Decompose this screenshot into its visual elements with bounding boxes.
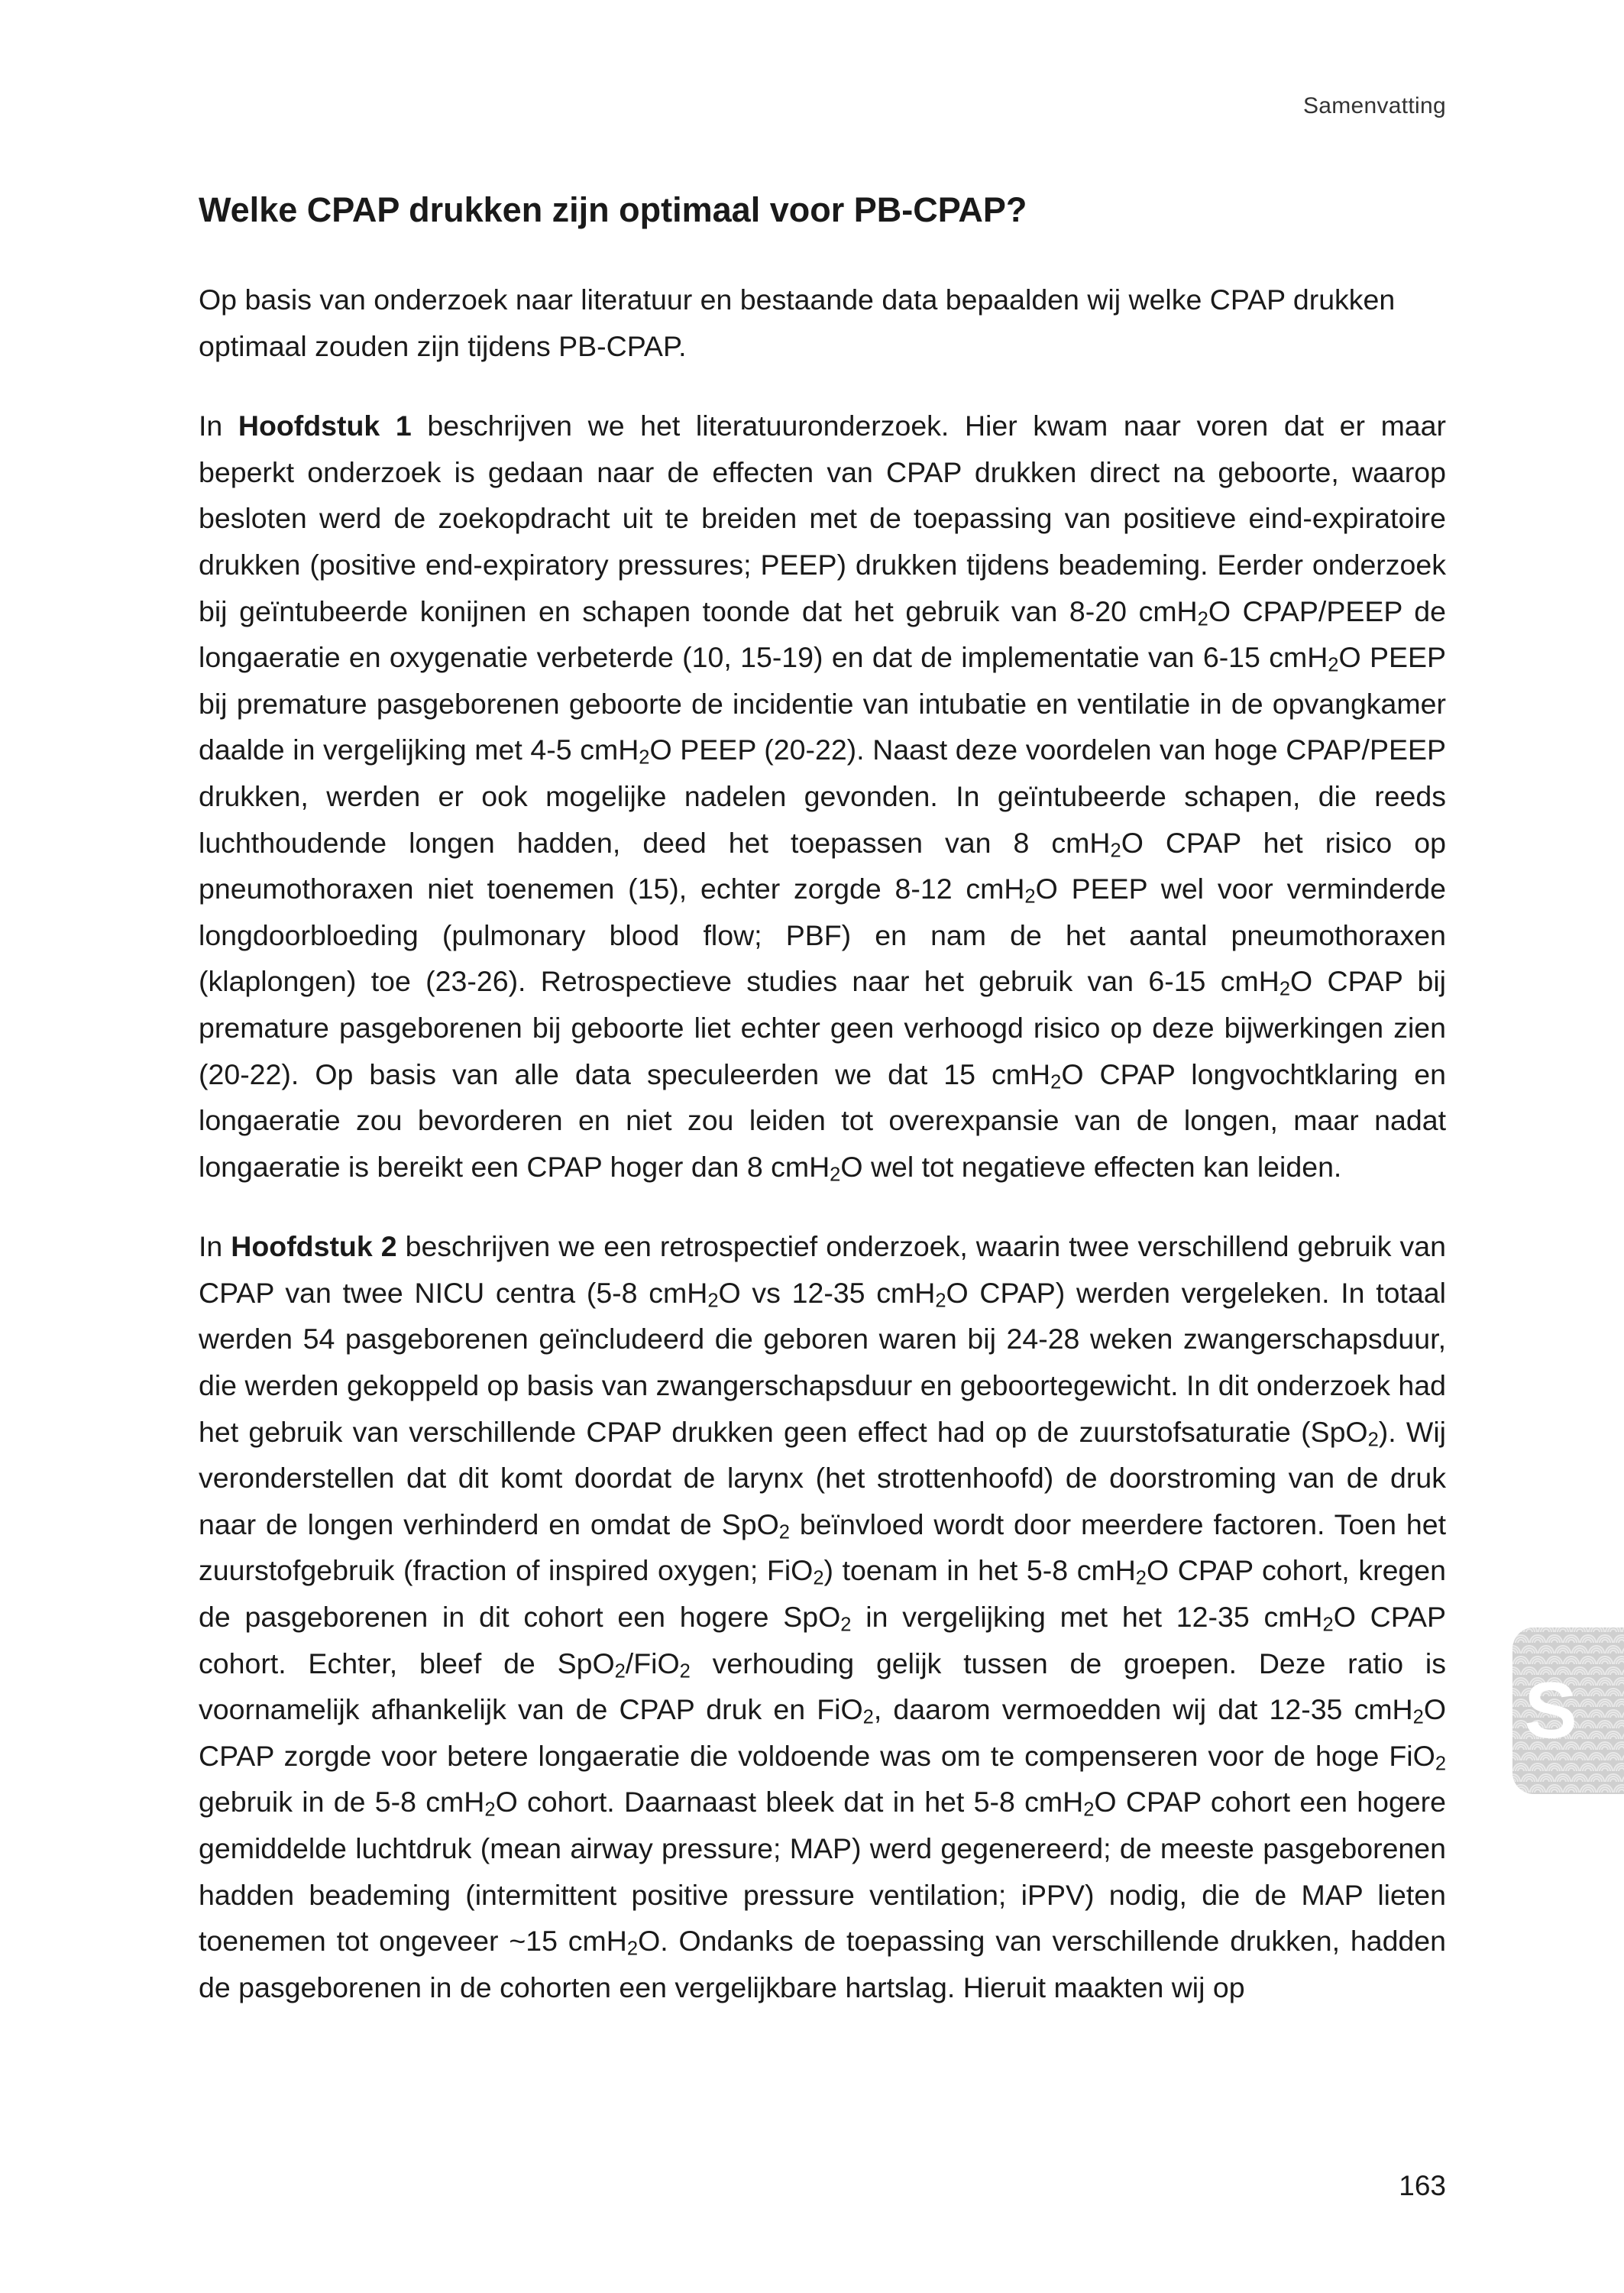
text-run: O CPAP) werden vergeleken. In totaal werden 54 pasgeborenen geïncludeerd die geboren waren bij 24-28 weken zwangerschapsduur, die werden gekoppeld op basis van zwangerschapsduur en geboortegewicht. In dit onderzoek had het gebruik van verschillende CPAP drukken geen effect had op de zuurstofsaturatie (SpO	[199, 1276, 1446, 1448]
wave-arc	[1593, 1672, 1600, 1675]
paragraph-chapter-2	[199, 1223, 1446, 2010]
text-run: ). Wij veronderstellen dat dit komt doordat de larynx (het strottenhoofd) de doorstroming van de druk naar de longen verhinderd en omdat de SpO	[199, 1415, 1446, 1540]
text-run: O PEEP (20-22). Naast deze voordelen van hoge CPAP/PEEP drukken, werden er ook mogelijke nadelen gevonden. In geïntubeerde schapen, die reeds luchthoudende longen hadden, deed het toepassen van 8 cmH	[199, 734, 1446, 859]
subscript: 2	[626, 1938, 639, 1960]
page-number: 163	[1399, 2170, 1446, 2201]
subscript: 2	[935, 1290, 946, 1312]
text-run: O CPAP longvochtklaring en longaeratie zou bevorderen en niet zou leiden tot overexpansie van de longen, maar nadat longaeratie is bereikt een CPAP hoger dan 8 cmH	[199, 1057, 1446, 1183]
text-run: , daarom vermoedden wij dat 12-35 cmH	[873, 1693, 1413, 1726]
subscript: 2	[778, 1521, 790, 1543]
wave-arc	[1602, 1683, 1608, 1686]
wave-arc	[1602, 1661, 1608, 1664]
text-run: O CPAP cohort een hogere gemiddelde luchtdruk (mean airway pressure; MAP) werd gegenereerd; de meeste pasgeborenen hadden beademing (intermittent positive pressure ventilation; iPPV) nodig, die de MAP lieten toenemen tot ongeveer ~15 cmH	[199, 1786, 1447, 1958]
wave-arc	[1619, 1683, 1624, 1686]
text-run: ) toenam in het 5-8 cmH	[823, 1554, 1136, 1587]
text-run: O CPAP het risico op pneumothoraxen niet toenemen (15), echter zorgde 8-12 cmH	[199, 826, 1446, 905]
wave-arc	[1619, 1640, 1624, 1643]
text-run: O CPAP/PEEP de longaeratie en oxygenatie verbeterde (10, 15-19) en dat de implementatie van 6-15 cmH	[199, 594, 1446, 674]
text-run: O. Ondanks de toepassing van verschillende drukken, hadden de pasgeborenen in de cohorten een vergelijkbare hartslag. Hieruit maakten wij op	[199, 1925, 1446, 2003]
wave-arc	[1602, 1747, 1608, 1750]
text-run: verhouding gelijk tussen de groepen. Deze ratio is voornamelijk afhankelijk van de CPAP druk en FiO	[199, 1647, 1446, 1726]
subscript: 2	[1197, 608, 1208, 630]
text-run: In	[199, 410, 238, 442]
wave-arc	[1602, 1704, 1608, 1707]
text-run: O CPAP cohort, kregen de pasgeborenen in dit cohort een hogere SpO	[199, 1554, 1446, 1634]
wave-arc	[1610, 1629, 1616, 1632]
text-run: beschrijven we een retrospectief onderzoek, waarin twee verschillend gebruik van CPAP van twee NICU centra (5-8 cmH	[199, 1230, 1446, 1309]
text-run: O CPAP bij premature pasgeborenen bij geboorte liet echter geen verhoogd risico op deze bijwerkingen zien (20-22). Op basis van alle data speculeerden we dat 15 cmH	[199, 965, 1447, 1090]
subscript: 2	[1435, 1753, 1446, 1775]
subscript: 2	[484, 1799, 496, 1822]
subscript: 2	[862, 1706, 874, 1728]
wave-arc	[1593, 1650, 1600, 1653]
chapter-reference: Hoofdstuk 1	[238, 410, 412, 442]
running-header: Samenvatting	[1302, 93, 1446, 118]
wave-arc	[1619, 1789, 1624, 1793]
wave-arc	[1610, 1779, 1616, 1782]
text-run: beschrijven we het literatuuronderzoek. Hier kwam naar voren dat er maar beperkt onderzoek is gedaan naar de effecten van CPAP drukken direct na geboorte, waarop besloten werd de zoekopdracht uit te breiden met de toepassing van positieve eind-expiratoire drukken (positive end-expiratory pressures; PEEP) drukken tijdens beademing. Eerder onderzoek bij geïntubeerde konijnen en schapen toonde dat het gebruik van 8-20 cmH	[199, 410, 1447, 627]
subscript: 2	[614, 1660, 626, 1683]
paragraph-chapter-1	[199, 403, 1446, 1190]
subscript: 2	[1328, 654, 1339, 676]
subscript: 2	[1110, 840, 1121, 862]
text-run: O CPAP zorgde voor betere longaeratie die voldoende was om te compenseren voor de hoge FiO	[199, 1693, 1446, 1772]
text-run: O CPAP cohort. Echter, bleef de SpO	[199, 1601, 1446, 1679]
text-run: O vs 12-35 cmH	[718, 1276, 936, 1309]
wave-arc	[1619, 1768, 1624, 1771]
text-run: in vergelijking met het 12-35 cmH	[851, 1601, 1323, 1634]
subscript: 2	[1279, 978, 1290, 1000]
chapter-reference: Hoofdstuk 2	[231, 1230, 397, 1263]
wave-arc	[1610, 1693, 1616, 1696]
wave-arc	[1610, 1650, 1616, 1653]
subscript: 2	[1367, 1429, 1379, 1451]
subscript: 2	[813, 1568, 824, 1590]
wave-arc	[1619, 1725, 1624, 1728]
text-run: /FiO	[625, 1647, 680, 1679]
wave-arc	[1593, 1736, 1600, 1739]
subscript: 2	[1322, 1614, 1334, 1636]
wave-arc	[1610, 1736, 1616, 1739]
subscript: 2	[1024, 886, 1036, 908]
subscript: 2	[679, 1660, 691, 1683]
text-run: O cohort. Daarnaast bleek dat in het 5-8 cmH	[495, 1786, 1084, 1819]
body-text	[199, 277, 1446, 2010]
wave-arc	[1602, 1768, 1608, 1771]
wave-arc	[1593, 1629, 1600, 1632]
text-run: O PEEP wel voor verminderde longdoorbloeding (pulmonary blood flow; PBF) en nam de het aantal pneumothoraxen (klaplongen) toe (23-26). Retrospectieve studies naar het gebruik van 6-15 cmH	[199, 873, 1446, 998]
section-tab	[1512, 1627, 1624, 1794]
text-run: Op basis van onderzoek naar literatuur en bestaande data bepaalden wij welke CPAP drukken optimaal zouden zijn tijdens PB-CPAP.	[199, 283, 1396, 362]
wave-arc	[1619, 1747, 1624, 1750]
subscript: 2	[1050, 1071, 1062, 1093]
text-run: In	[199, 1230, 231, 1263]
text-run: O wel tot negatieve effecten kan leiden.	[840, 1150, 1342, 1183]
wave-arc	[1619, 1704, 1624, 1707]
subscript: 2	[840, 1614, 852, 1636]
subscript: 2	[1135, 1568, 1147, 1590]
subscript: 2	[639, 747, 650, 769]
text-run: O PEEP bij premature pasgeborenen geboorte de incidentie van intubatie en ventilatie in de opvangkamer daalde in vergelijking met 4-5 cmH	[199, 641, 1446, 766]
wave-arc	[1593, 1693, 1600, 1696]
section-letter: S	[1524, 1666, 1577, 1755]
subscript: 2	[707, 1290, 719, 1312]
page-title: Welke CPAP drukken zijn optimaal voor PB-CPAP?	[199, 190, 1027, 229]
wave-arc	[1602, 1725, 1608, 1728]
text-run: beïnvloed wordt door meerdere factoren. Toen het zuurstofgebruik (fraction of inspired oxygen; FiO	[199, 1508, 1446, 1587]
wave-arc	[1602, 1640, 1608, 1643]
wave-arc	[1619, 1661, 1624, 1664]
subscript: 2	[1412, 1706, 1424, 1728]
wave-arc	[1602, 1789, 1608, 1793]
wave-arc	[1593, 1779, 1600, 1782]
subscript: 2	[830, 1164, 841, 1186]
text-run: gebruik in de 5-8 cmH	[199, 1786, 485, 1819]
wave-arc	[1610, 1672, 1616, 1675]
paragraph-intro	[199, 277, 1446, 369]
subscript: 2	[1083, 1799, 1095, 1822]
wave-arc	[1610, 1757, 1616, 1760]
wave-arc	[1593, 1757, 1600, 1760]
wave-arc	[1610, 1715, 1616, 1718]
wave-arc	[1593, 1715, 1600, 1718]
